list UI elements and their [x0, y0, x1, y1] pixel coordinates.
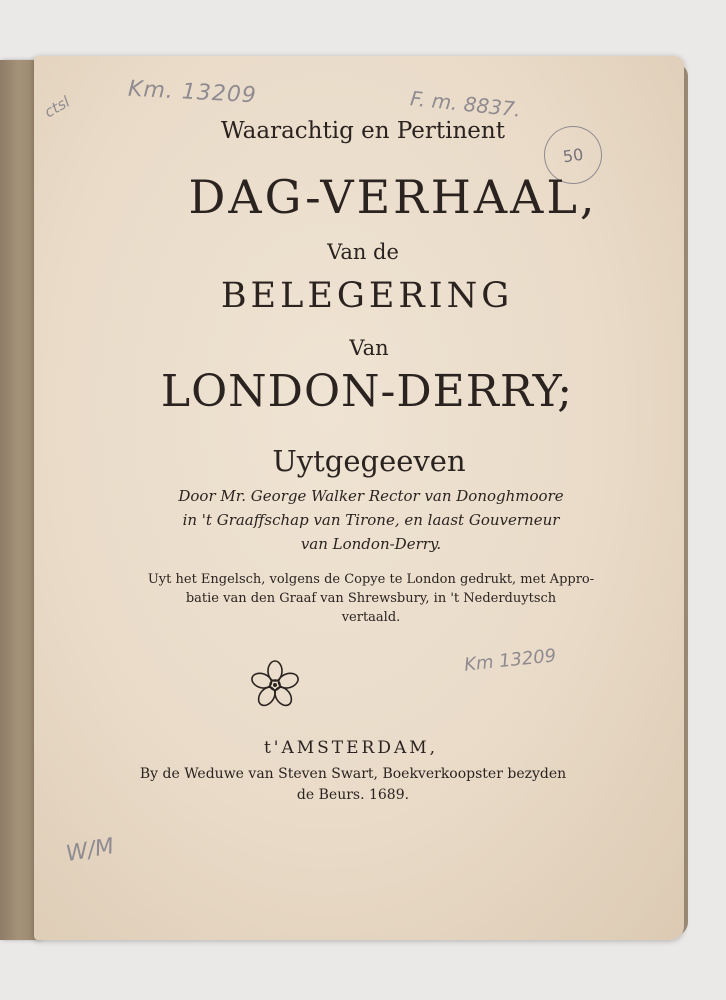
note-line: Uyt het Engelsch, volgens de Copye te London gedrukt, met Appro- [147, 572, 595, 587]
imprint-place: t'AMSTERDAM, [263, 738, 439, 758]
pencil-catalog-number: F. m. 8837. [409, 86, 523, 122]
printer-line: de Beurs. 1689. [296, 787, 410, 803]
published-heading: Uytgegeeven [272, 444, 466, 478]
subtitle-place: LONDON-DERRY; [160, 366, 574, 417]
circled-number-text: 50 [561, 144, 585, 166]
printer-line: By de Weduwe van Steven Swart, Boekverkoopster bezyden [139, 766, 567, 782]
pencil-shelfmark: Km. 13209 [127, 76, 258, 109]
main-title: DAG-VERHAAL, [188, 170, 598, 224]
author-line: Door Mr. George Walker Rector van Donoghmoore [178, 487, 564, 505]
imprint-printer [0, 764, 716, 806]
title-connector-2: Van [349, 336, 389, 360]
title-connector-1: Van de [327, 240, 399, 264]
note-line: batie van den Graaf van Shrewsbury, in 't Nederduytsch [185, 591, 557, 606]
author-line: van London-Derry. [300, 535, 442, 553]
subtitle-siege: BELEGERING [220, 276, 514, 316]
rosette-ornament-icon [250, 660, 300, 710]
translation-note [8, 570, 726, 627]
pencil-shelfmark-repeat: Km 13209 [463, 645, 558, 676]
author-line: in 't Graaffschap van Tirone, en laast Gouverneur [182, 511, 560, 529]
pencil-initials: W/M [64, 834, 116, 867]
author-block [8, 484, 726, 556]
title-intro: Waarachtig en Pertinent [221, 118, 505, 144]
pencil-note: ctsl [41, 92, 73, 122]
note-line: vertaald. [341, 610, 401, 625]
